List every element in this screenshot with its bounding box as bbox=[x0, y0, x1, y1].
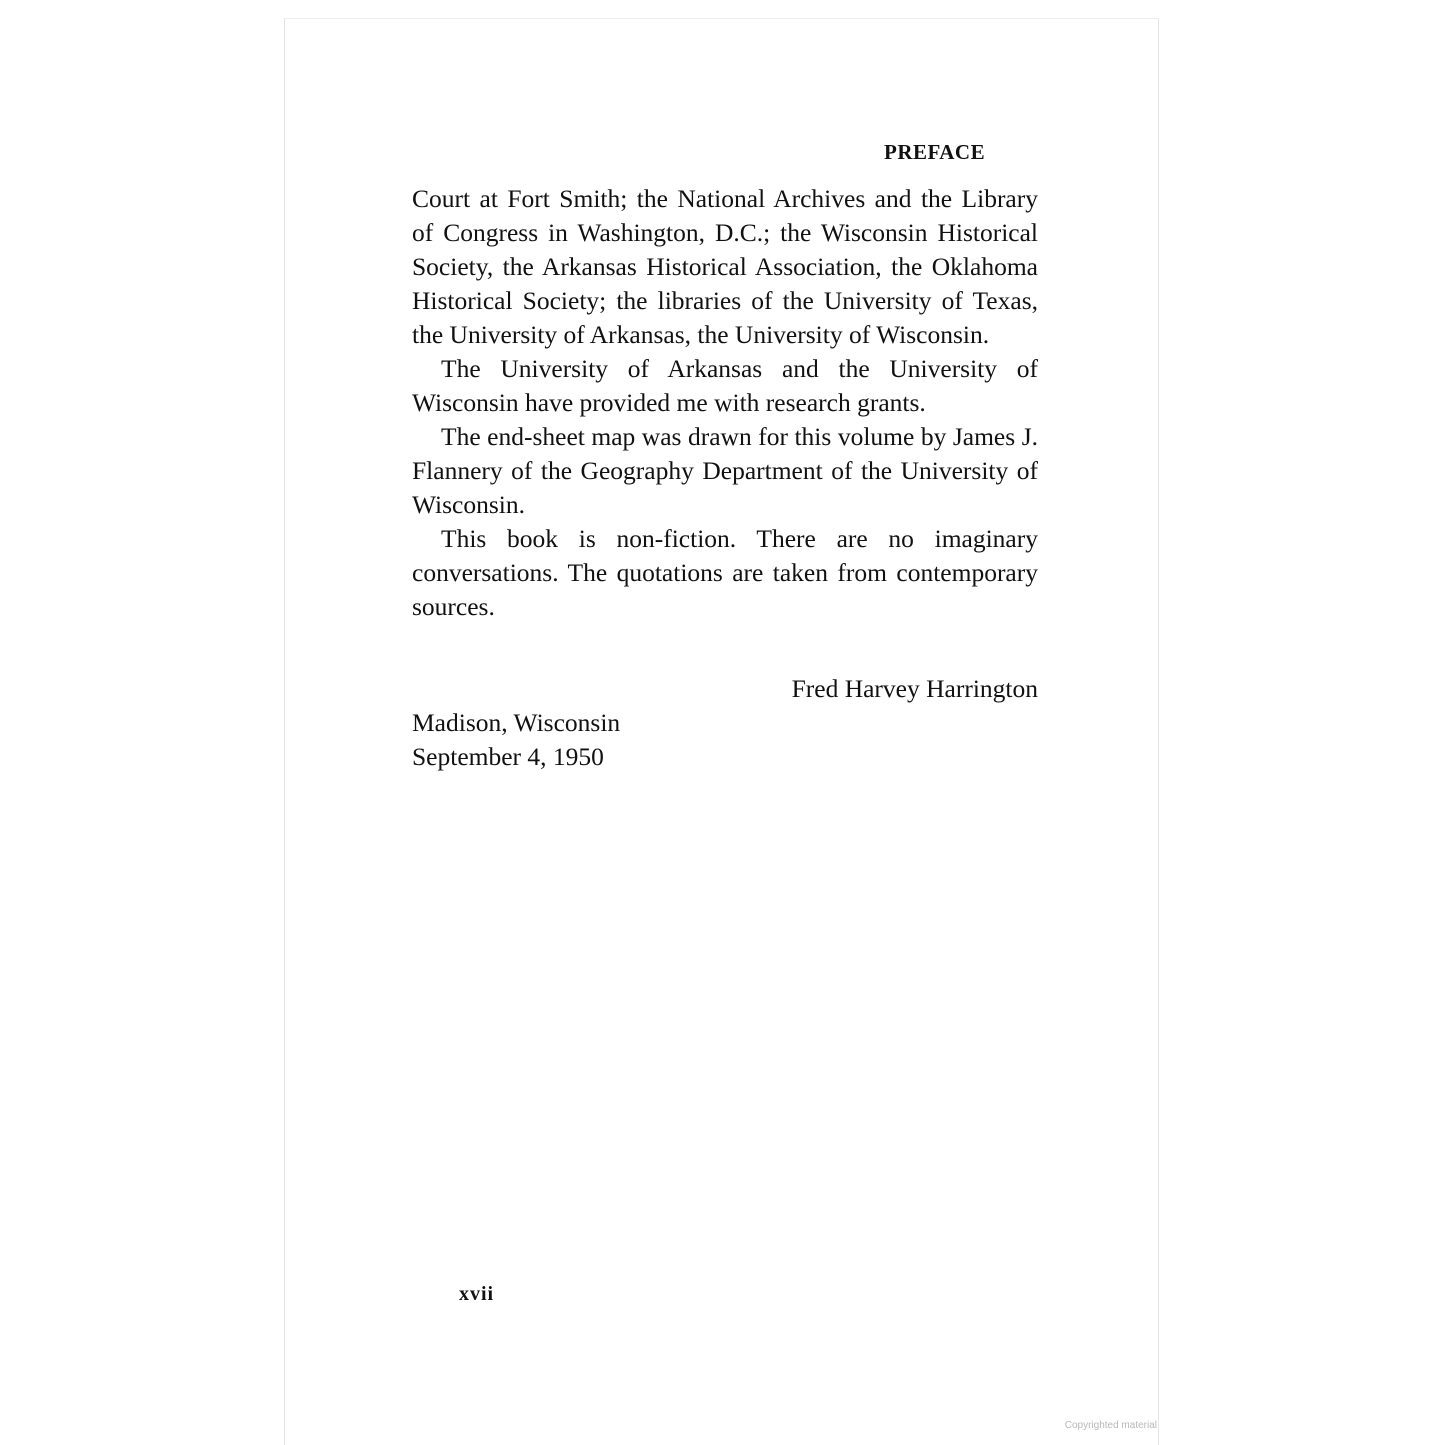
place-line: Madison, Wisconsin bbox=[412, 708, 621, 737]
paragraph-archives: Court at Fort Smith; the National Archives and the Library of Congress in Washington, D.C.; the Wisconsin Historical Society, the Arkansas Historical Association, the Oklahoma Historical Society; the libraries of the University of Texas, the University of Arkansas, the University of Wisconsin. bbox=[412, 184, 1038, 349]
page-number: xvii bbox=[459, 1283, 495, 1305]
paragraph-research-grants: The University of Arkansas and the University of Wisconsin have provided me with research grants. bbox=[412, 354, 1038, 417]
preface-body bbox=[412, 182, 1038, 624]
paragraph-non-fiction: This book is non-fiction. There are no imaginary conversations. The quotations are taken from contemporary sources. bbox=[412, 524, 1038, 621]
place-date-block bbox=[412, 706, 620, 774]
paragraph-end-sheet-map: The end-sheet map was drawn for this volume by James J. Flannery of the Geography Department of the University of Wisconsin. bbox=[412, 422, 1038, 519]
date-line: September 4, 1950 bbox=[412, 742, 604, 771]
running-head: PREFACE bbox=[884, 140, 986, 164]
author-signature: Fred Harvey Harrington bbox=[791, 674, 1038, 703]
copyright-watermark: Copyrighted material bbox=[1064, 1420, 1157, 1431]
